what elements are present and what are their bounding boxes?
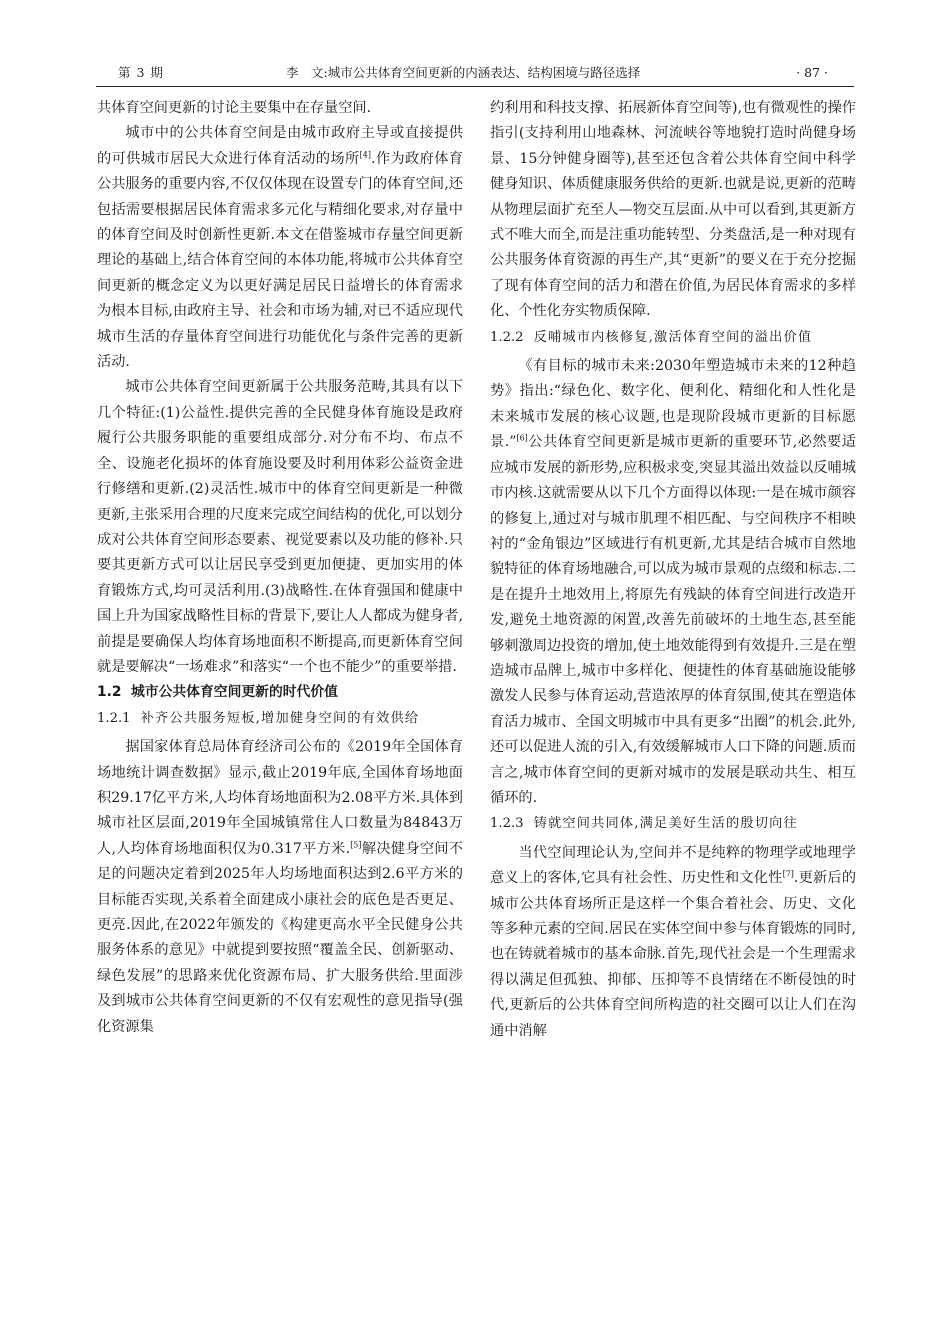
paragraph-statistics: 据国家体育总局体育经济司公布的《2019年全国体育场地统计调查数据》显示,截止2019年底,全国体育场地面积29.17亿平方米,人均体育场地面积为2.08平方米.具体到城市社区层面,2019年全国城镇常住人口数量为84843万人,人均体育场地面积仅为0.317平方米.[5]解决健身空间不足的问题决定着到2025年人均场地面积达到2.6平方米的目标能否实现,关系着全面建成小康社会的底色是否更足、更亮.因此,在2022年颁发的《构建更高水平全民健身公共服务体系的意见》中就提到要按照“覆盖全民、创新驱动、绿色发展”的思路来优化资源布局、扩大服务供给.里面涉及到城市公共体育空间更新的不仅有宏观性的意见指导(强化资源集 <box>97 739 463 1035</box>
section-heading <box>97 680 463 705</box>
section-title: 城市公共体育空间更新的时代价值 <box>131 684 338 701</box>
subsection-number: 1.2.1 <box>97 710 131 726</box>
section-number: 1.2 <box>97 684 122 701</box>
citation-ref: [6] <box>516 433 528 443</box>
page-number: · 87 · <box>796 65 828 80</box>
running-title: 李 文:城市公共体育空间更新的内涵表达、结构困境与路径选择 <box>286 65 641 80</box>
subsection-heading <box>490 811 856 836</box>
subsection-number: 1.2.2 <box>490 329 524 345</box>
paragraph-continued: 共体育空间更新的讨论主要集中在存量空间. <box>97 100 372 116</box>
subsection-number: 1.2.3 <box>490 816 524 832</box>
paragraph-definition: 城市中的公共体育空间是由城市政府主导或直接提供的可供城市居民大众进行体育活动的场所[4].作为政府体育公共服务的重要内容,不仅仅体现在设置专门的体育空间,还包括需要根据居民体育需求多元化与精细化要求,对存量中的体育空间及时创新性更新.本文在借鉴城市存量空间更新理论的基础上,结合体育空间的本体功能,将城市公共体育空间更新的概念定义为以更好满足居民日益增长的体育需求为根本目标,由政府主导、社会和市场为辅,对已不适应现代城市生活的存量体育空间进行功能优化与条件完善的更新活动. <box>97 125 463 371</box>
subsection-title: 补齐公共服务短板,增加健身空间的有效供给 <box>140 710 420 726</box>
citation-ref: [5] <box>350 840 362 850</box>
citation-ref: [4] <box>359 150 371 160</box>
right-column <box>490 96 856 1044</box>
subsection-title: 反哺城市内核修复,激活体育空间的溢出价值 <box>533 329 813 345</box>
subsection-heading <box>97 706 463 731</box>
running-header <box>96 62 854 84</box>
header-rule <box>96 86 854 87</box>
paragraph-urban-core: 《有目标的城市未来:2030年塑造城市未来的12种趋势》指出:“绿色化、数字化、便利化、精细化和人性化是未来城市发展的核心议题,也是现阶段城市更新的目标愿景.”[6]公共体育空间更新是城市更新的重要环节,必然要适应城市发展的新形势,应积极求变,突显其溢出效益以反哺城市内核.这就需要从以下几个方面得以体现:一是在城市颜容的修复上,通过对与城市肌理不相匹配、与空间秩序不相映衬的“金角银边”区域进行有机更新,尤其是结合城市自然地貌特征的体育场地融合,可以成为城市景观的点缀和标志.二是在提升土地效用上,将原先有残缺的体育空间进行改造开发,避免土地资源的闲置,改善先前破坏的土地生态,甚至能够刺激周边投资的增加,使土地效能得到有效提升.三是在塑造城市品牌上,城市中多样化、便捷性的体育基础施设能够激发人民参与体育运动,营造浓厚的体育氛围,使其在塑造体育活力城市、全国文明城市中具有更多“出圈”的机会.此外,还可以促进人流的引入,有效缓解城市人口下降的问题.质而言之,城市体育空间的更新对城市的发展是联动共生、相互循环的. <box>490 358 856 806</box>
paragraph-continued: 约利用和科技支撑、拓展新体育空间等),也有微观性的操作指引(支持利用山地森林、河流峡谷等地貌打造时尚健身场景、15分钟健身圈等),甚至还包含着公共体育空间中科学健身知识、体质健康服务供给的更新.也就是说,更新的范畴从物理层面扩充至人—物交互层面.从中可以看到,其更新方式不唯大而全,而是注重功能转型、分类盘活,是一种对现有公共服务体育资源的再生产,其“更新”的要义在于充分挖掘了现有体育空间的活力和潜在价值,为居民体育需求的多样化、个性化夯实物质保障. <box>490 100 856 320</box>
paragraph-features: 城市公共体育空间更新属于公共服务范畴,其具有以下几个特征:(1)公益性.提供完善的全民健身体育施设是政府履行公共服务职能的重要组成部分.对分布不均、布点不全、设施老化损坏的体育施设要及时利用体彩公益资金进行修缮和更新.(2)灵活性.城市中的体育空间更新是一种微更新,主张采用合理的尺度来完成空间结构的优化,可以划分成对公共体育空间形态要素、视觉要素以及功能的修补.只要其更新方式可以让居民享受到更加便捷、更加实用的体育锻炼方式,均可灵活利用.(3)战略性.在体育强国和健康中国上升为国家战略性目标的背景下,要让人人都成为健身者,前提是要确保人均体育场地面积不断提高,而更新体育空间就是要解决“一场难求”和落实“一个也不能少”的重要举措. <box>97 379 463 675</box>
subsection-heading <box>490 325 856 350</box>
left-column <box>97 96 463 1040</box>
citation-ref: [7] <box>782 869 794 879</box>
paragraph-community: 当代空间理论认为,空间并不是纯粹的物理学或地理学意义上的客体,它具有社会性、历史性和文化性[7].更新后的城市公共体育场所正是这样一个集合着社会、历史、文化等多种元素的空间.居民在实体空间中参与体育锻炼的同时,也在铸就着城市的基本命脉.首先,现代社会是一个生理需求得以满足但孤独、抑郁、压抑等不良情绪在不断侵蚀的时代,更新后的公共体育空间所构造的社交圈可以让人们在沟通中消解 <box>490 844 857 1039</box>
issue-label: 第 3 期 <box>118 65 164 80</box>
subsection-title: 铸就空间共同体,满足美好生活的殷切向往 <box>533 816 798 832</box>
